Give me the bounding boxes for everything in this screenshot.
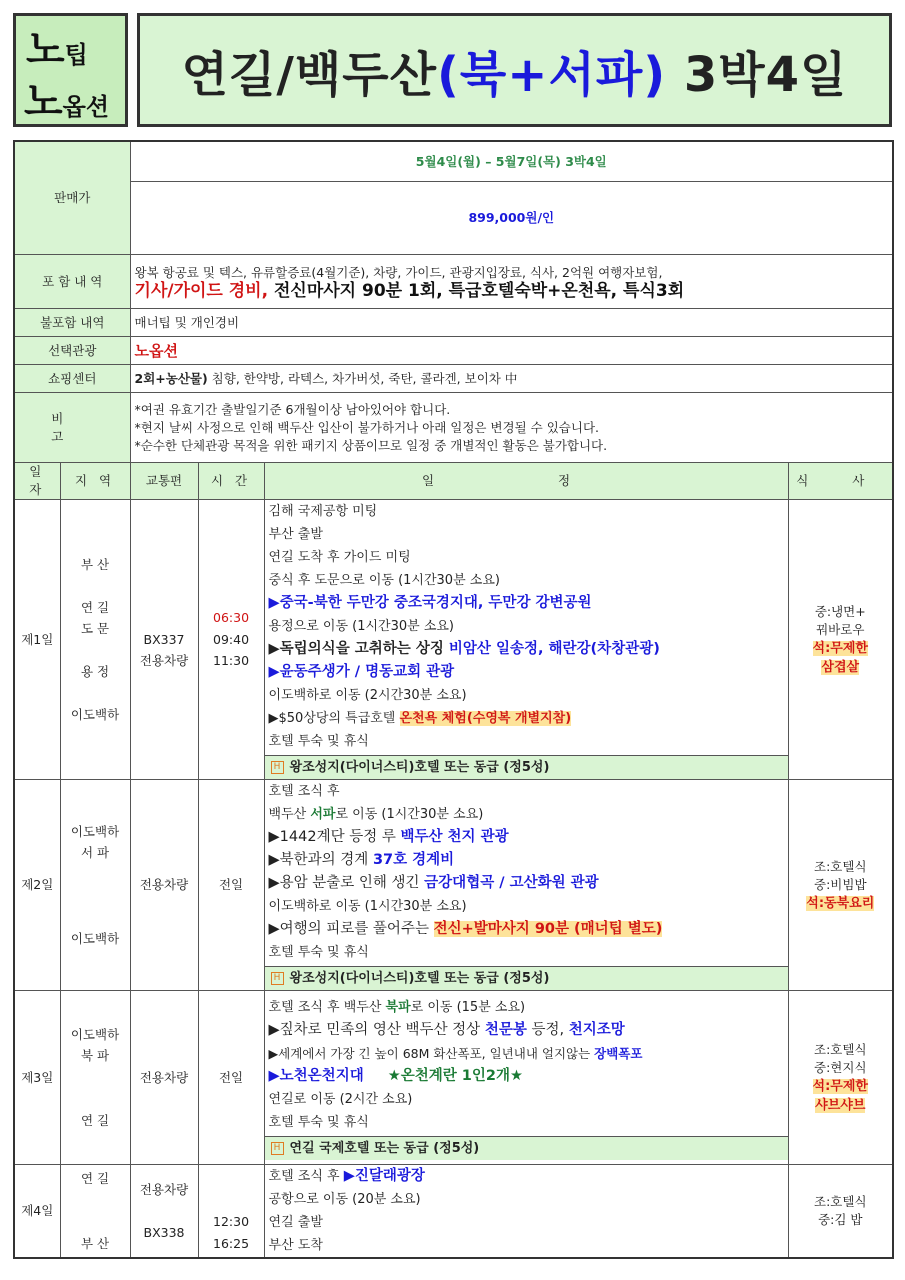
hotel-icon: H [271,761,284,774]
header-transport: 교통편 [130,463,198,500]
hotel-row: H 왕조성지(다이너스티)호텔 또는 동급 (정5성) [265,966,788,990]
option-label: 선택관광 [14,337,130,365]
note-3: *순수한 단체관광 목적을 위한 패키지 상품이므로 일정 중 개별적인 활동은 불가합니다. [134,437,608,453]
day-times: 전일 [198,780,264,991]
header-schedule: 일 정 [264,463,788,500]
option-text: 노옵션 [130,337,893,365]
hotel-icon: H [271,972,284,985]
price-label: 판매가 [14,141,130,255]
day-regions: 이도백하 서 파 이도백하 [60,780,130,991]
day-schedule: 호텔 조식 후 백두산 북파로 이동 (15분 소요) ▶짚차로 민족의 영산 백두산 정상 천문봉 등정, 천지조망 ▶세계에서 가장 긴 높이 68M 화산폭포, 일년내내 얼지않는 장백폭포 ▶노천온천지대 ★온천계란 1인2개★ 연길로 이동 (2시간 소요) 호텔 투숙 및 휴식 H 연길 국제호텔 또는 동급 (정5성) [264,991,788,1165]
header-day: 일 자 [14,463,60,500]
day-transport: 전용차량 BX338 [130,1165,198,1259]
itinerary-table [13,140,894,1259]
logo [13,13,128,127]
shop-label: 쇼핑센터 [14,365,130,393]
day-times: 12:30 16:25 [198,1165,264,1259]
day-row-3 [14,991,893,1165]
day-row-4 [14,1165,893,1259]
include-label: 포 함 내 역 [14,255,130,309]
price-value: 899,000원/인 [130,182,893,255]
logo-line-2: 노옵션 [24,79,110,125]
note-1: *여권 유효기간 출발일기준 6개월이상 남아있어야 합니다. [134,401,451,417]
logo-line-1: 노팁 [26,27,88,73]
day-row-1 [14,500,893,780]
day-label: 제3일 [14,991,60,1165]
note-label: 비 고 [14,393,130,463]
hotel-row: H 왕조성지(다이너스티)호텔 또는 동급 (정5성) [265,755,788,779]
exclude-label: 불포함 내역 [14,309,130,337]
day-label: 제1일 [14,500,60,780]
day-meals: 조:호텔식 중:현지식 석:무제한 샤브샤브 [788,991,893,1165]
note-2: *현지 날씨 사정으로 인해 백두산 입산이 불가하거나 아래 일정은 변경될 수 있습니다. [134,419,599,435]
hotel-row: H 연길 국제호텔 또는 동급 (정5성) [265,1136,788,1160]
header-meal: 식 사 [788,463,893,500]
header-time: 시 간 [198,463,264,500]
day-schedule: 호텔 조식 후 ▶진달래광장 공항으로 이동 (20분 소요) 연길 출발 부산 도착 [264,1165,788,1259]
notes-cell [130,393,893,463]
schedule-header [14,463,893,500]
day-transport: BX337 전용차량 [130,500,198,780]
exclude-text: 매너팁 및 개인경비 [130,309,893,337]
day-transport: 전용차량 [130,991,198,1165]
day-label: 제4일 [14,1165,60,1259]
title-box [137,13,892,127]
day-times: 전일 [198,991,264,1165]
day-schedule: 김해 국제공항 미팅 부산 출발 연길 도착 후 가이드 미팅 중식 후 도문으로 이동 (1시간30분 소요) ▶중국-북한 두만강 중조국경지대, 두만강 강변공원 용정으로 이동 (1시간30분 소요) ▶독립의식을 고취하는 상징 비암산 일송정, 해란강(차창관광) ▶윤동주생가 / 명동교회 관광 이도백하로 이동 (2시간30분 소요) ▶$50상당의 특급호텔 온천욕 체험(수영복 개별지참) 호텔 투숙 및 휴식 H 왕조성지(다이너스티)호텔 또는 동급 (정5성) [264,500,788,780]
page-title: 연길/백두산(북+서파) 3박4일 [181,46,848,103]
header-region: 지 역 [60,463,130,500]
day-regions: 연 길 부 산 [60,1165,130,1259]
travel-dates: 5월4일(월) – 5월7일(목) 3박4일 [130,141,893,182]
day-meals: 중:냉면+ 꿔바로우 석:무제한 삼겹살 [788,500,893,780]
day-meals: 조:호텔식 중:김 밥 [788,1165,893,1259]
include-line-2: 기사/가이드 경비, 전신마사지 90분 1회, 특급호텔숙박+온천욕, 특식3회 [134,280,685,301]
day-schedule: 호텔 조식 후 백두산 서파로 이동 (1시간30분 소요) ▶1442계단 등정 루 백두산 천지 관광 ▶북한과의 경계 37호 경계비 ▶용암 분출로 인해 생긴 금강대협곡 / 고산화원 관광 이도백하로 이동 (1시간30분 소요) ▶여행의 피로를 풀어주는 전신+발마사지 90분 (매너팁 별도) 호텔 투숙 및 휴식 H 왕조성지(다이너스티)호텔 또는 동급 (정5성) [264,780,788,991]
day-row-2 [14,780,893,991]
day-transport: 전용차량 [130,780,198,991]
shop-cell: 2회+농산물) 침향, 한약방, 라텍스, 차가버섯, 죽탄, 콜라겐, 보이차 中 [130,365,893,393]
day-regions: 이도백하 북 파 연 길 [60,991,130,1165]
include-line-1: 왕복 항공료 및 텍스, 유류할증료(4월기준), 차량, 가이드, 관광지입장료, 식사, 2억원 여행자보험, [134,264,663,280]
day-label: 제2일 [14,780,60,991]
hotel-icon: H [271,1142,284,1155]
day-regions: 부 산 연 길 도 문 용 정 이도백하 [60,500,130,780]
day-times: 06:30 09:40 11:30 [198,500,264,780]
include-cell [130,255,893,309]
day-meals: 조:호텔식 중:비빔밥 석:동북요리 [788,780,893,991]
